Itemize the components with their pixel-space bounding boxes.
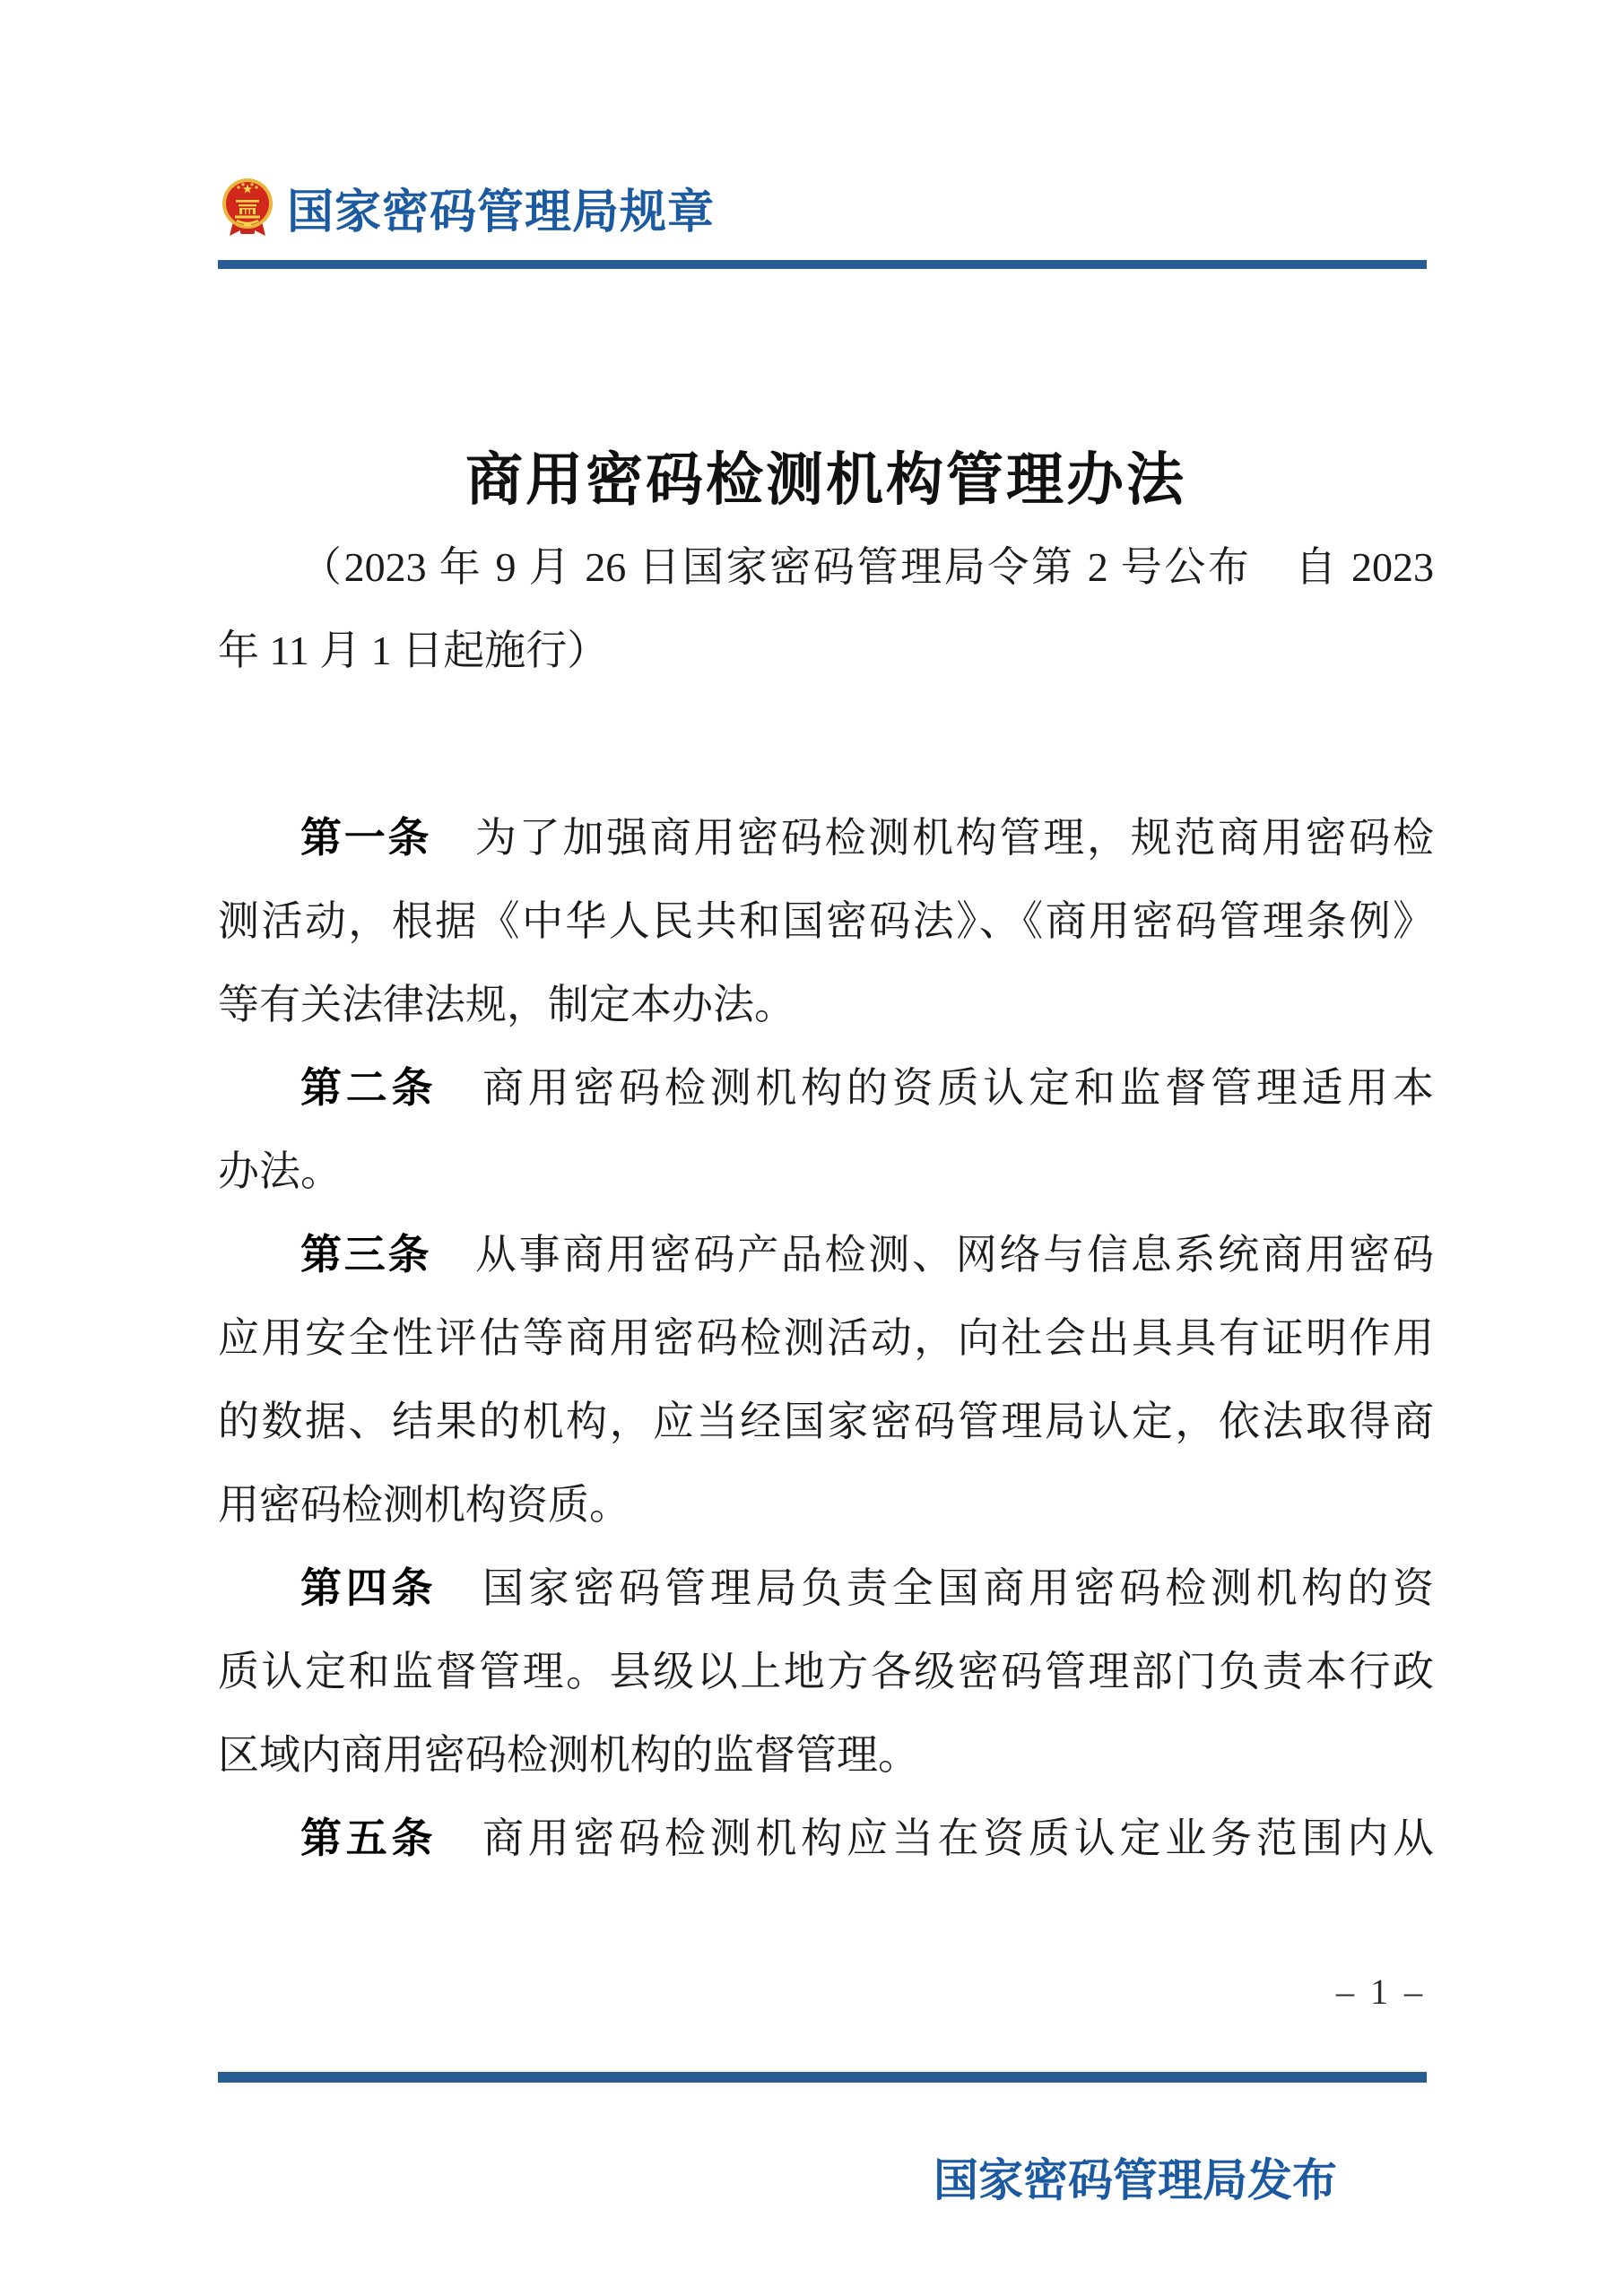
promulgation-line: （2023 年 9 月 26 日国家密码管理局令第 2 号公布 自 2023: [300, 544, 1434, 590]
page-number: – 1 –: [1336, 1971, 1426, 2012]
body-line: 第四条 国家密码管理局负责全国商用密码检测机构的资: [300, 1564, 1434, 1611]
article-number: 第二条: [300, 1064, 438, 1111]
body-paragraph: [218, 1046, 1434, 1213]
header: [221, 174, 715, 241]
body-paragraph: [218, 796, 1434, 1046]
header-rule: [218, 260, 1427, 269]
body-line: 办法。: [218, 1148, 342, 1194]
body-line: 第一条 为了加强商用密码检测机构管理，规范商用密码检: [300, 814, 1435, 861]
article-number: 第一条: [300, 814, 432, 861]
promulgation-line: 年 11 月 1 日起施行）: [218, 628, 609, 673]
national-emblem-icon: [221, 177, 274, 239]
promulgation-note: [218, 525, 1434, 692]
body-line: 测活动，根据《中华人民共和国密码法》、《商用密码管理条例》: [218, 898, 1434, 944]
footer-publisher: 国家密码管理局发布: [934, 2155, 1337, 2205]
body-line: 第五条 商用密码检测机构应当在资质认定业务范围内从: [300, 1815, 1434, 1861]
body-line: 的数据、结果的机构，应当经国家密码管理局认定，依法取得商: [218, 1399, 1434, 1444]
header-agency-label: 国家密码管理局规章: [287, 187, 716, 238]
body-paragraph: [218, 1547, 1434, 1797]
article-number: 第三条: [300, 1231, 432, 1278]
document-title: 商用密码检测机构管理办法: [465, 448, 1186, 512]
body-line: 应用安全性评估等商用密码检测活动，向社会出具具有证明作用: [218, 1315, 1434, 1361]
body-line: 等有关法律法规，制定本办法。: [218, 982, 795, 1027]
body-paragraph: [218, 1213, 1434, 1547]
body-line: 区域内商用密码检测机构的监督管理。: [218, 1732, 919, 1778]
document-body: [218, 796, 1434, 1880]
article-number: 第四条: [300, 1564, 438, 1611]
body-line: 用密码检测机构资质。: [218, 1482, 630, 1528]
body-paragraph: [218, 1797, 1434, 1880]
footer-rule: [218, 2072, 1427, 2083]
body-line: 第二条 商用密码检测机构的资质认定和监督管理适用本: [300, 1064, 1434, 1111]
body-line: 质认定和监督管理。县级以上地方各级密码管理部门负责本行政: [218, 1649, 1434, 1694]
body-line: 第三条 从事商用密码产品检测、网络与信息系统商用密码: [300, 1231, 1435, 1278]
article-number: 第五条: [300, 1815, 438, 1861]
